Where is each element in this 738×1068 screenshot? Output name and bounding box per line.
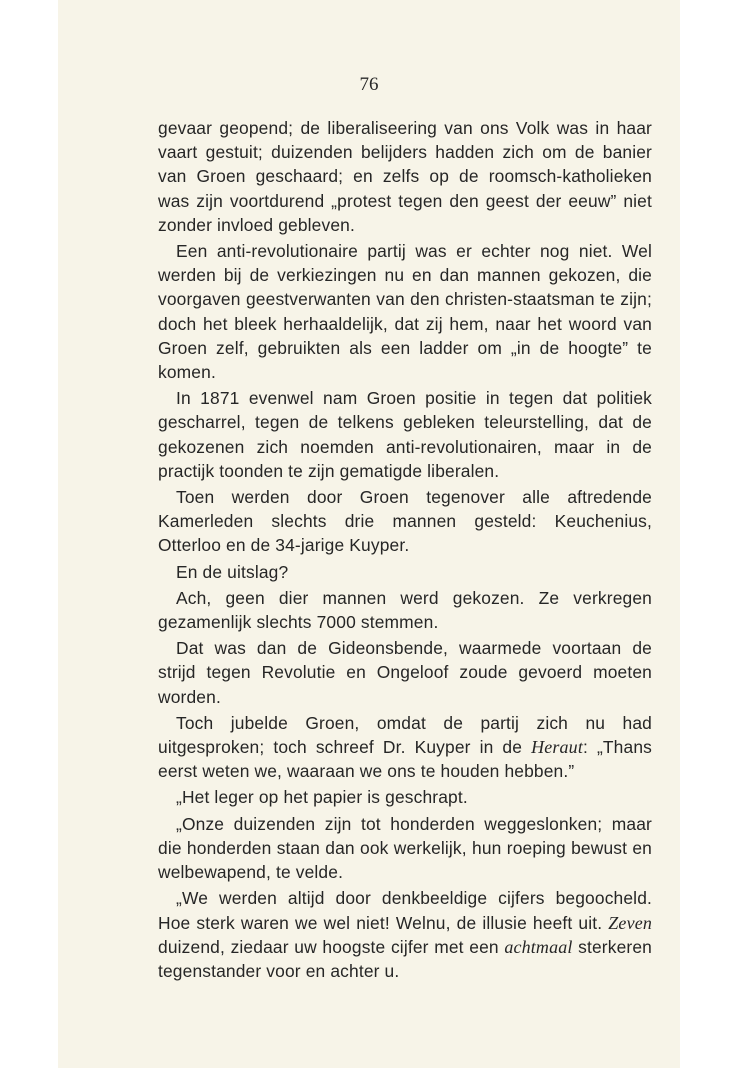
- paragraph-9: „Het leger op het papier is geschrapt.: [176, 787, 468, 808]
- paragraph-8-text-b: : „Thans eerst weten we, waaraan we ons te houden hebben.”: [158, 737, 652, 782]
- paragraph-7: Dat was dan de Gideonsbende, waarmede voortaan de strijd tegen Revolutie en Ongeloof zoude gevoerd moeten worden.: [158, 638, 652, 707]
- paragraph-3: In 1871 evenwel nam Groen positie in tegen dat politiek gescharrel, tegen de telkens gebleken teleurstelling, dat de gekozenen zich noemden anti-revolutionairen, maar in de practijk toonden te zijn gematigde liberalen.: [158, 388, 652, 481]
- paragraph-11: [158, 886, 652, 983]
- page-number: 76: [359, 74, 379, 95]
- paragraph-8-italic-heraut: Heraut: [531, 737, 583, 758]
- paragraph-1: gevaar geopend; de liberaliseering van ons Volk was in haar vaart gestuit; duizenden belijders hadden zich om de banier van Groen geschaard; en zelfs op de roomsch-katholieken was zijn voortdurend „protest tegen den geest der eeuw” niet zonder invloed gebleven.: [158, 118, 652, 235]
- paragraph-8: [158, 711, 652, 784]
- paragraph-11-italic-zeven: Zeven: [608, 912, 652, 933]
- paragraph-5: En de uitslag?: [176, 561, 289, 582]
- paragraph-4: Toen werden door Groen tegenover alle aftredende Kamerleden slechts drie mannen gesteld: Keuchenius, Otterloo en de 34-jarige Kuyper.: [158, 487, 652, 556]
- paragraph-2: Een anti-revolutionaire partij was er echter nog niet. Wel werden bij de verkiezingen nu en dan mannen gekozen, die voorgaven geestverwanten van den christen-staatsman te zijn; doch het bleek herhaaldelijk, dat zij hem, naar het woord van Groen zelf, gebruikten als een ladder om „in de hoogte” te komen.: [158, 241, 652, 383]
- paragraph-8-text-a: Toch jubelde Groen, omdat de partij zich nu had uitgesproken; toch schreef Dr. Kuyper in de: [158, 712, 652, 758]
- page-body: [158, 116, 652, 983]
- paragraph-10: „Onze duizenden zijn tot honderden weggeslonken; maar die honderden staan dan ook werkelijk, hun roeping bewust en welbewapend, te velde.: [158, 813, 652, 883]
- paragraph-6: Ach, geen dier mannen werd gekozen. Ze verkregen gezamenlijk slechts 7000 stemmen.: [158, 587, 652, 633]
- paragraph-11-text-b: duizend, ziedaar uw hoogste cijfer met een: [158, 936, 505, 957]
- paragraph-11-text-a: „We werden altijd door denkbeeldige cijfers begoocheld. Hoe sterk waren we wel niet! Welnu, de illusie heeft uit.: [158, 888, 652, 933]
- book-page: [58, 0, 680, 1068]
- paragraph-11-italic-achtmaal: achtmaal: [504, 936, 573, 957]
- paragraph-11-text-c: sterkeren tegenstander voor en achter u.: [158, 936, 653, 981]
